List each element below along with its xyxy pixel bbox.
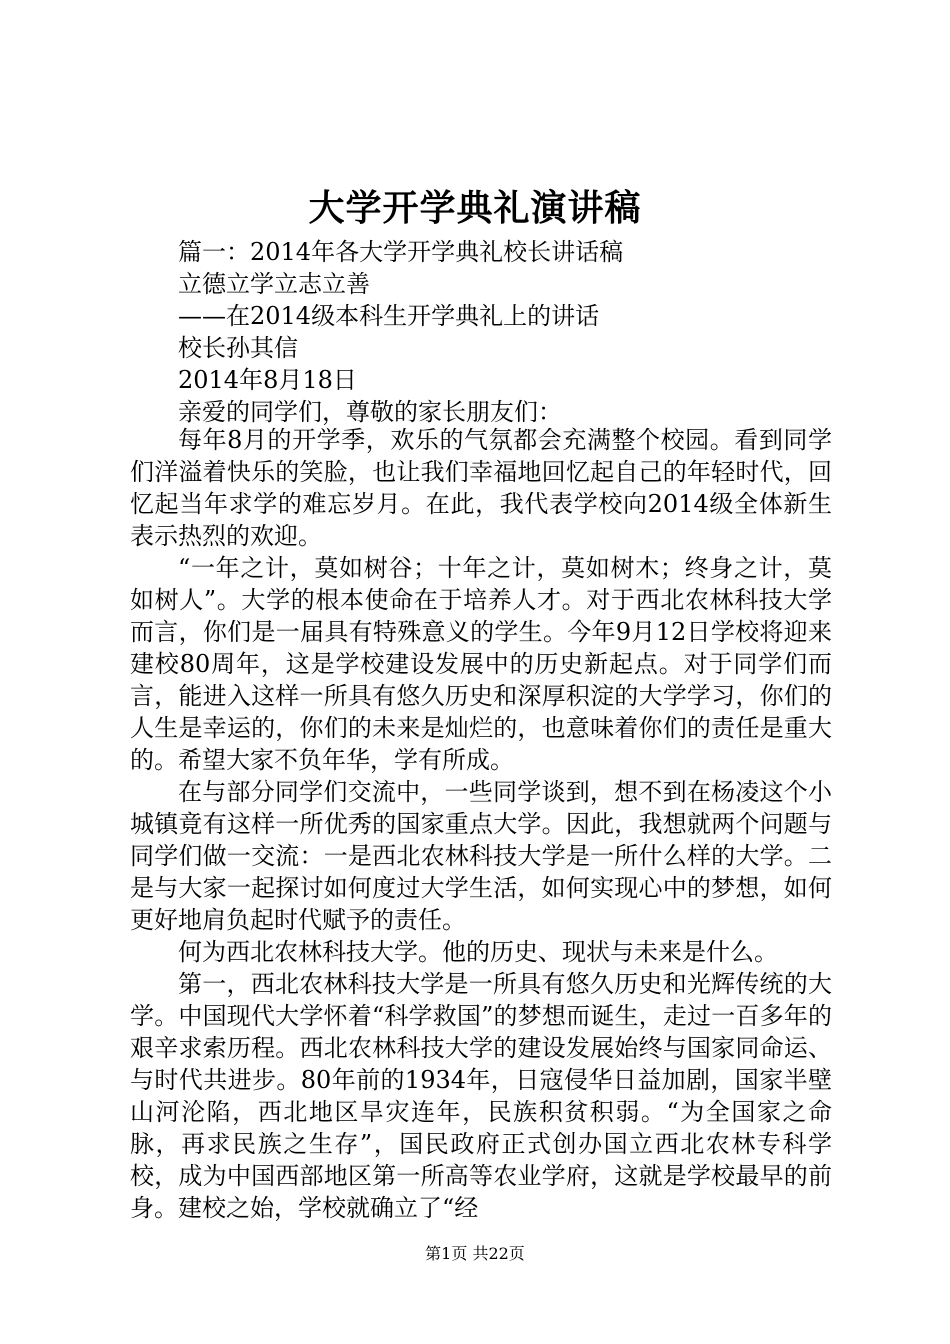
body-paragraph: 何为西北农林科技大学。他的历史、现状与未来是什么。 (178, 938, 778, 966)
speech-date: 2014年8月18日 (178, 366, 357, 394)
salutation: 亲爱的同学们，尊敬的家长朋友们： (178, 398, 562, 426)
document-header-block (178, 236, 878, 428)
body-paragraph: 第一，西北农林科技大学是一所具有悠久历史和光辉传统的大学。中国现代大学怀着“科学救国”的梦想而诞生，走过一百多年的艰辛求索历程。西北农林科技大学的建设发展始终与国家同命运、与时代共进步。80年前的1934年，日寇侵华日益加剧，国家半壁山河沦陷，西北地区旱灾连年，民族积贫积弱。“为全国家之命脉，再求民族之生存”，国民政府正式创办国立西北农林专科学校，成为中国西部地区第一所高等农业学府，这就是学校最早的前身。建校之始，学校就确立了“经 (130, 970, 832, 1222)
document-body (130, 424, 832, 1224)
speech-title: 立德立学立志立善 (178, 270, 370, 298)
section-heading: 篇一：2014年各大学开学典礼校长讲话稿 (178, 238, 624, 266)
body-paragraph: 在与部分同学们交流中，一些同学谈到，想不到在杨凌这个小城镇竟有这样一所优秀的国家重点大学。因此，我想就两个问题与同学们做一交流：一是西北农林科技大学是一所什么样的大学。二是与大家一起探讨如何度过大学生活，如何实现心中的梦想，如何更好地肩负起时代赋予的责任。 (130, 778, 832, 934)
speaker-name: 校长孙其信 (178, 334, 298, 362)
body-paragraph: 每年8月的开学季，欢乐的气氛都会充满整个校园。看到同学们洋溢着快乐的笑脸，也让我们幸福地回忆起自己的年轻时代，回忆起当年求学的难忘岁月。在此，我代表学校向2014级全体新生表示热烈的欢迎。 (130, 426, 832, 550)
document-title: 大学开学典礼演讲稿 (308, 187, 642, 229)
page-footer: 第1页 共22页 (425, 1244, 525, 1263)
speech-subtitle: ——在2014级本科生开学典礼上的讲话 (178, 302, 600, 330)
body-paragraph: “一年之计，莫如树谷；十年之计，莫如树木；终身之计，莫如树人”。大学的根本使命在于培养人才。对于西北农林科技大学而言，你们是一届具有特殊意义的学生。今年9月12日学校将迎来建校80周年，这是学校建设发展中的历史新起点。对于同学们而言，能进入这样一所具有悠久历史和深厚积淀的大学学习，你们的人生是幸运的，你们的未来是灿烂的，也意味着你们的责任是重大的。希望大家不负年华，学有所成。 (130, 554, 832, 774)
